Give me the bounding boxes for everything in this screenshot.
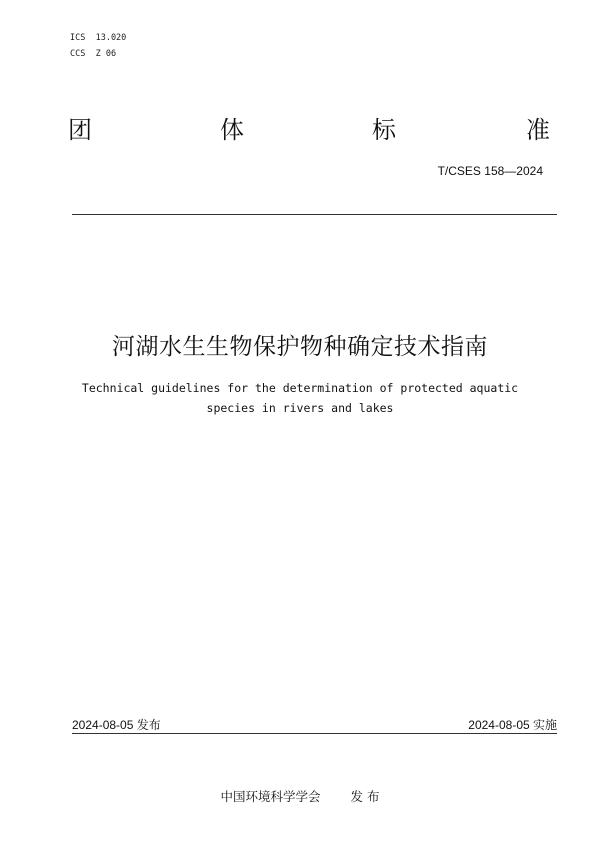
english-title-line-2: species in rivers and lakes bbox=[206, 401, 394, 415]
standard-kind-char-4: 准 bbox=[526, 116, 550, 144]
release-date: 2024-08-05 发布 bbox=[72, 718, 161, 732]
english-title-line-1: Technical guidelines for the determination of protected aquatic bbox=[81, 381, 519, 395]
ccs-code: CCS Z 06 bbox=[70, 49, 117, 59]
standard-kind-char-3: 标 bbox=[372, 116, 396, 144]
publisher-line bbox=[0, 787, 600, 805]
ics-code: ICS 13.020 bbox=[70, 33, 127, 43]
publish-action: 发 布 bbox=[350, 789, 380, 804]
bottom-divider bbox=[72, 733, 557, 734]
classification-codes bbox=[70, 30, 126, 62]
top-divider bbox=[72, 214, 557, 215]
standard-number: T/CSES 158—2024 bbox=[437, 164, 543, 178]
publisher-organization: 中国环境科学学会 bbox=[220, 789, 321, 804]
chinese-title: 河湖水生生物保护物种确定技术指南 bbox=[112, 334, 488, 360]
standard-kind-char-1: 团 bbox=[68, 116, 92, 144]
implementation-date: 2024-08-05 实施 bbox=[468, 718, 557, 732]
standard-kind-char-2: 体 bbox=[220, 116, 244, 144]
english-title bbox=[60, 378, 540, 418]
